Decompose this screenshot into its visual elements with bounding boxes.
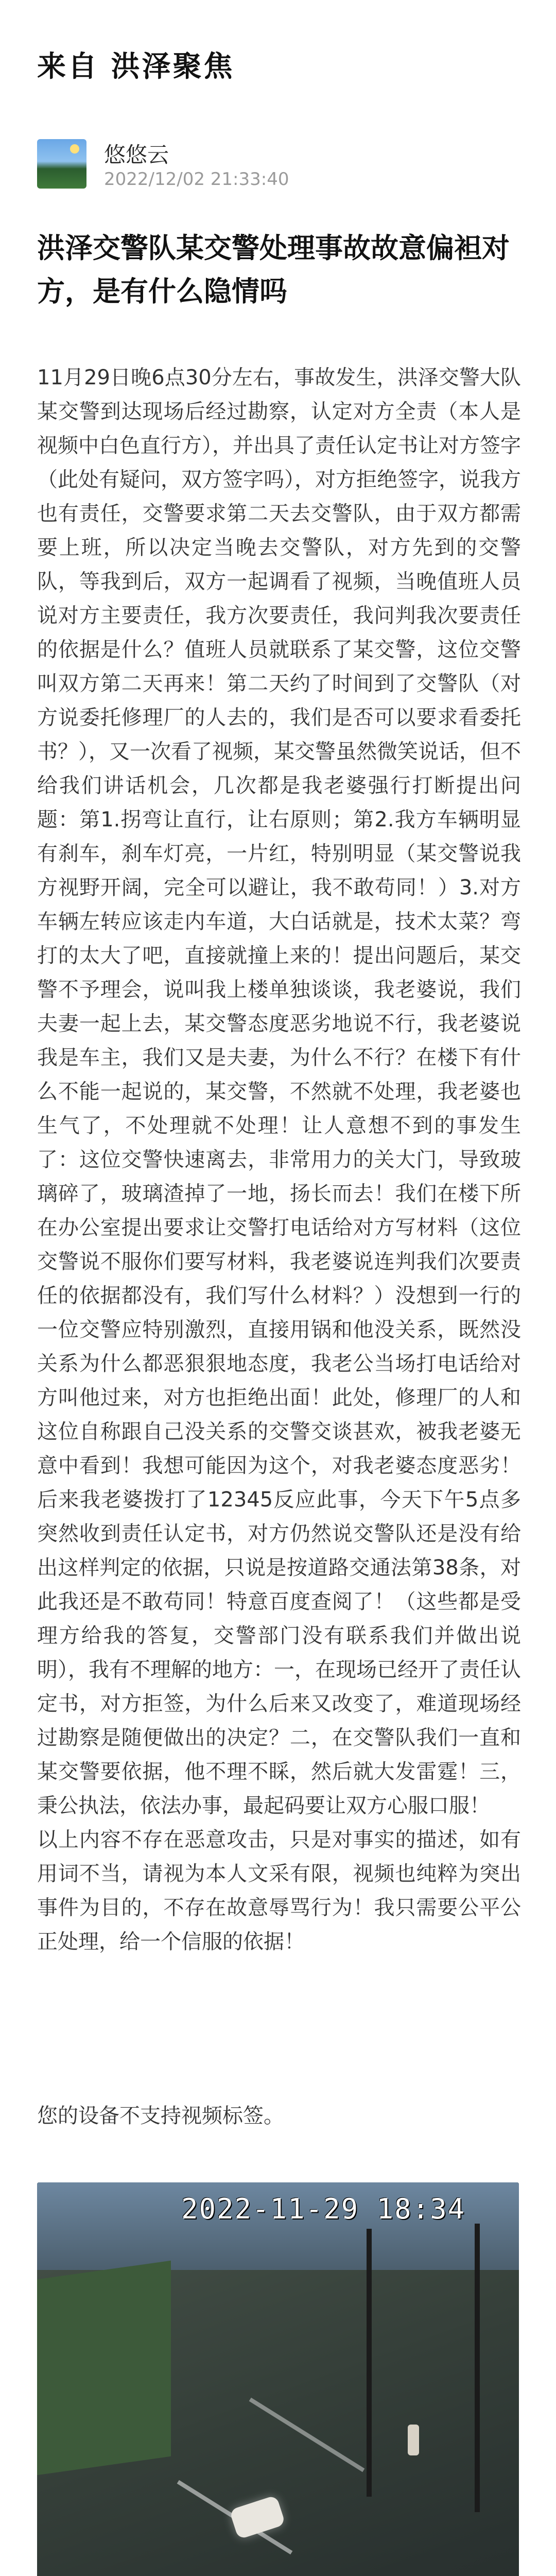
author-row (37, 134, 521, 191)
avatar-sun-decoration (70, 144, 79, 154)
author-name[interactable]: 悠悠云 (104, 142, 169, 167)
top-bar (0, 0, 556, 103)
scooter (408, 2425, 419, 2455)
avatar[interactable] (37, 139, 86, 189)
video-unsupported-notice: 您的设备不支持视频标签。 (37, 2104, 284, 2128)
post-timestamp: 2022/12/02 21:33:40 (104, 169, 289, 190)
video-player[interactable] (37, 2182, 519, 2576)
street-pole (475, 2224, 480, 2512)
article-paragraph: 11月29日晚6点30分左右，事故发生，洪泽交警大队某交警到达现场后经过勘察，认定对方全责（本人是视频中白色直行方），并出具了责任认定书让对方签字（此处有疑问，双方签字吗），对方拒绝签字，说我方也有责任，交警要求第二天去交警队，由于双方都需要上班，所以决定当晚去交警队，对方先到的交警队，等我到后，双方一起调看了视频，当晚值班人员说对方主要责任，我方次要责任，我问判我次要责任的依据是什么？值班人员就联系了某交警，这位交警叫双方第二天再来！第二天约了时间到了交警队（对方说委托修理厂的人去的，我们是否可以要求看委托书？），又一次看了视频，某交警虽然微笑说话，但不给我们讲话机会，几次都是我老婆强行打断提出问题：第1.拐弯让直行，让右原则；第2.我方车辆明显有刹车，刹车灯亮，一片红，特别明显（某交警说我方视野开阔，完全可以避让，我不敢苟同！）3.对方车辆左转应该走内车道，大白话就是，技术太菜？弯打的太大了吧，直接就撞上来的！提出问题后，某交警不予理会，说叫我上楼单独谈谈，我老婆说，我们夫妻一起上去，某交警态度恶劣地说不行，我老婆说我是车主，我们又是夫妻，为什么不行？在楼下有什么不能一起说的，某交警，不然就不处理，我老婆也生气了，不处理就不处理！让人意想不到的事发生了：这位交警快速离去，非常用力的关大门，导致玻璃碎了，玻璃渣掉了一地，扬长而去！我们在楼下所在办公室提出要求让交警打电话给对方写材料（这位交警说不服你们要写材料，我老婆说连判我们次要责任的依据都没有，我们写什么材料？）没想到一行的一位交警应特别激烈，直接用锅和他没关系，既然没关系为什么都恶狠狠地态度，我老公当场打电话给对方叫他过来，对方也拒绝出面！此处，修理厂的人和这位自称跟自己没关系的交警交谈甚欢，被我老婆无意中看到！我想可能因为这个，对我老婆态度恶劣！后来我老婆拨打了12345反应此事，今天下午5点多突然收到责任认定书，对方仍然说交警队还是没有给出这样判定的依据，只说是按道路交通法第38条，对此我还是不敢苟同！特意百度查阅了！（这些都是受理方给我的答复，交警部门没有联系我们并做出说明），我有不理解的地方：一，在现场已经开了责任认定书，对方拒签，为什么后来又改变了，难道现场经过勘察是随便做出的决定？二，在交警队我们一直和某交警要依据，他不理不睬，然后就大发雷霆！三，秉公执法，依法办事，最起码要让双方心服口服！ (37, 366, 521, 1818)
article-title: 洪泽交警队某交警处理事故故意偏袒对方，是有什么隐情吗 (37, 232, 510, 308)
video-frame-greenery (37, 2261, 171, 2476)
article-body (37, 361, 521, 1959)
source-title: 来自 洪泽聚焦 (37, 50, 235, 83)
video-timestamp-overlay: 2022-11-29 18:34 (181, 2193, 466, 2225)
article-paragraph: 以上内容不存在恶意攻击，只是对事实的描述，如有用词不当，请视为本人文采有限，视频也纯粹为突出事件为目的，不存在故意辱骂行为！我只需要公平公正处理，给一个信服的依据！ (37, 1828, 521, 1954)
street-pole (367, 2229, 372, 2497)
